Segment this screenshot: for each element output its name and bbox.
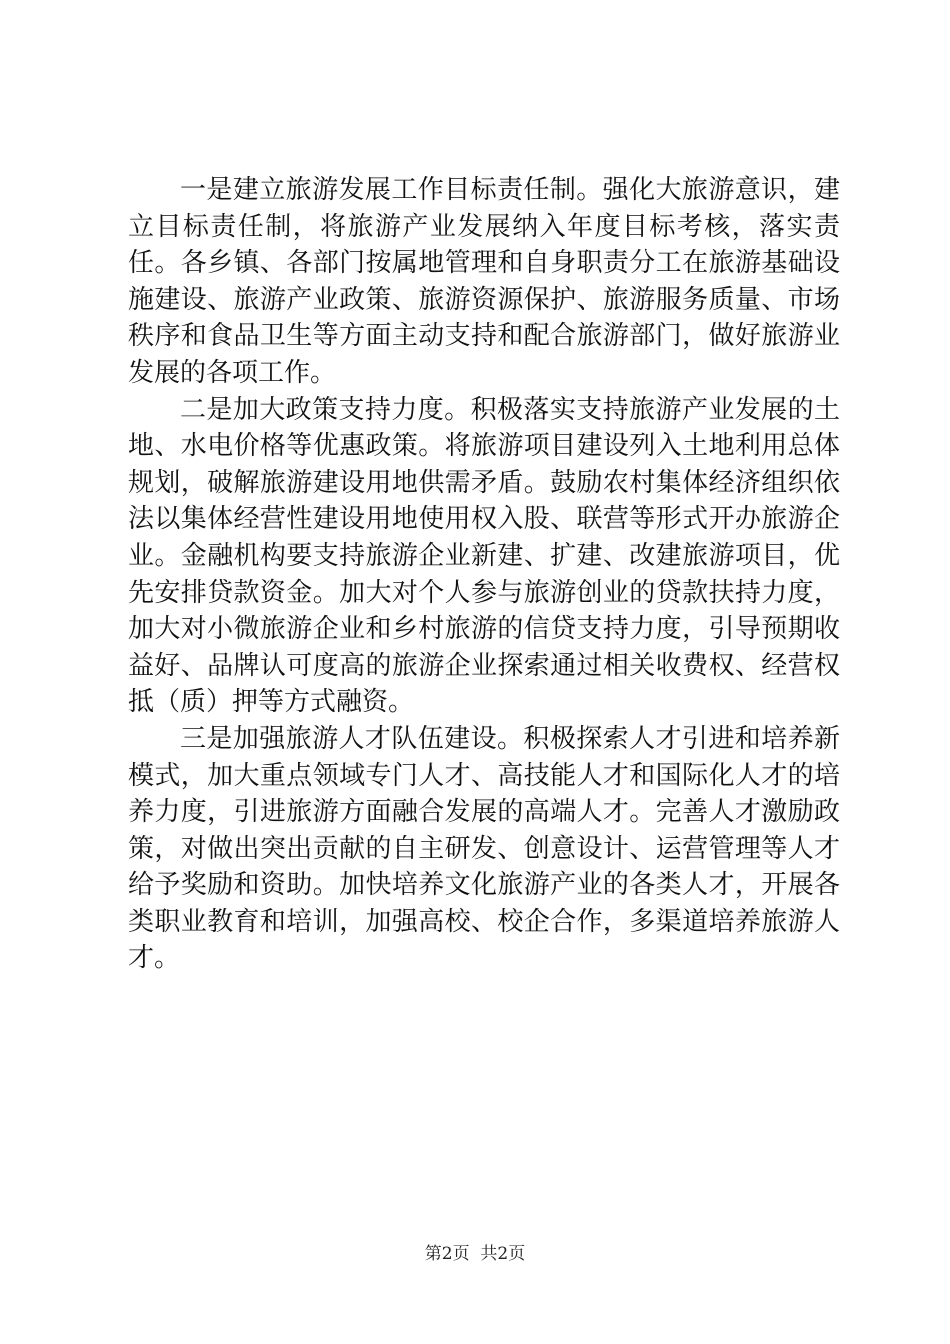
document-body: [128, 172, 840, 977]
page-number: 第2页 共2页: [424, 1244, 526, 1264]
paragraph-3: 三是加强旅游人才队伍建设。积极探索人才引进和培养新模式，加大重点领域专门人才、高技能人才和国际化人才的培养力度，引进旅游方面融合发展的高端人才。完善人才激励政策，对做出突出贡献的自主研发、创意设计、运营管理等人才给予奖励和资助。加快培养文化旅游产业的各类人才，开展各类职业教育和培训，加强高校、校企合作，多渠道培养旅游人才。: [128, 723, 840, 974]
paragraph-1: 一是建立旅游发展工作目标责任制。强化大旅游意识，建立目标责任制，将旅游产业发展纳入年度目标考核，落实责任。各乡镇、各部门按属地管理和自身职责分工在旅游基础设施建设、旅游产业政策、旅游资源保护、旅游服务质量、市场秩序和食品卫生等方面主动支持和配合旅游部门，做好旅游业发展的各项工作。: [128, 175, 840, 388]
page-footer: [0, 1243, 950, 1265]
paragraph-2: 二是加大政策支持力度。积极落实支持旅游产业发展的土地、水电价格等优惠政策。将旅游项目建设列入土地利用总体规划，破解旅游建设用地供需矛盾。鼓励农村集体经济组织依法以集体经营性建设用地使用权入股、联营等形式开办旅游企业。金融机构要支持旅游企业新建、扩建、改建旅游项目，优先安排贷款资金。加大对个人参与旅游创业的贷款扶持力度，加大对小微旅游企业和乡村旅游的信贷支持力度，引导预期收益好、品牌认可度高的旅游企业探索通过相关收费权、经营权抵（质）押等方式融资。: [128, 394, 840, 718]
